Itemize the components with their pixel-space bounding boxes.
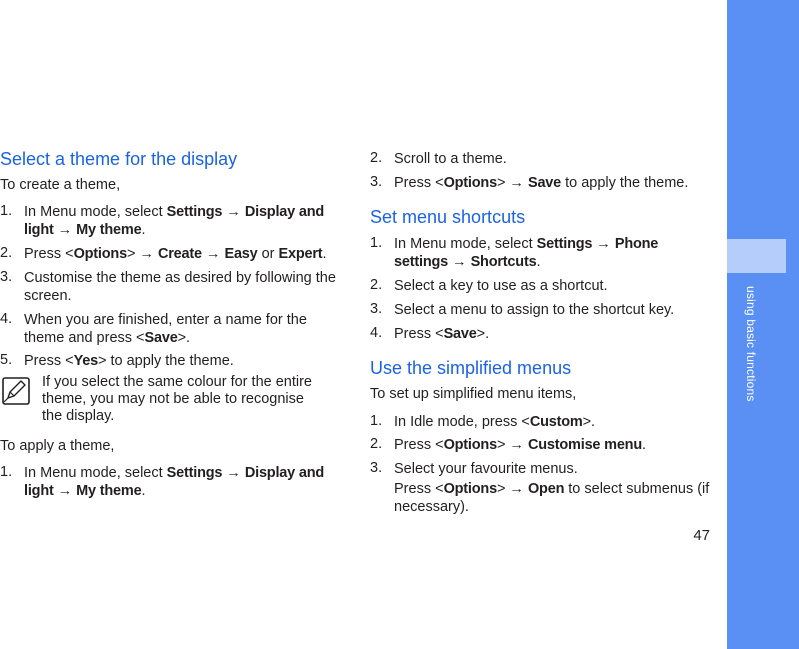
step-number: 3. — [370, 301, 383, 317]
pencil-note-icon — [2, 377, 30, 405]
step-text: Scroll to a theme. — [394, 151, 507, 167]
step-text: Press <Save>. — [394, 326, 490, 342]
step-number: 2. — [370, 436, 383, 452]
step-text: Select your favourite menus. — [394, 461, 578, 477]
step-text: Select a menu to assign to the shortcut key. — [394, 302, 675, 318]
side-tab — [727, 239, 786, 273]
step-number: 1. — [0, 464, 13, 480]
side-label: using basic functions — [744, 286, 758, 402]
step-number: 3. — [370, 460, 383, 476]
intro-simplified: To set up simplified menu items, — [370, 386, 577, 402]
section-title-theme: Select a theme for the display — [0, 149, 238, 169]
step-number: 5. — [0, 352, 13, 368]
step-number: 3. — [370, 174, 383, 190]
step-number: 2. — [370, 150, 383, 166]
step-number: 1. — [0, 203, 13, 219]
step-subtext: Press <Options> → Open to select submenus (if necessary). — [394, 481, 710, 515]
side-band — [727, 0, 799, 649]
step-number: 2. — [0, 245, 13, 261]
step-number: 4. — [370, 325, 383, 341]
step-text: Customise the theme as desired by following the screen. — [24, 270, 336, 304]
step-number: 2. — [370, 277, 383, 293]
step-text: In Menu mode, select Settings → Phone settings → Shortcuts. — [394, 236, 659, 270]
step-text: Press <Options> → Customise menu. — [394, 437, 647, 453]
step-text: Press <Options> → Save to apply the theme. — [394, 175, 689, 191]
step-text: In Idle mode, press <Custom>. — [394, 414, 596, 430]
step-number: 4. — [0, 311, 13, 327]
page-number: 47 — [693, 527, 710, 544]
step-text: Press <Options> → Create → Easy or Expert. — [24, 246, 327, 262]
section-title-shortcuts: Set menu shortcuts — [370, 207, 526, 227]
step-text: Press <Yes> to apply the theme. — [24, 353, 234, 369]
step-number: 1. — [370, 413, 383, 429]
step-text: In Menu mode, select Settings → Display and light → My theme. — [24, 465, 325, 499]
step-text: When you are finished, enter a name for the theme and press <Save>. — [24, 312, 307, 346]
note-text: If you select the same colour for the entire theme, you may not be able to recognise the display. — [42, 374, 312, 424]
intro-apply-theme: To apply a theme, — [0, 438, 115, 454]
step-text: Select a key to use as a shortcut. — [394, 278, 608, 294]
step-number: 1. — [370, 235, 383, 251]
intro-create-theme: To create a theme, — [0, 177, 121, 193]
step-text: In Menu mode, select Settings → Display and light → My theme. — [24, 204, 325, 238]
section-title-simplified: Use the simplified menus — [370, 358, 572, 378]
step-number: 3. — [0, 269, 13, 285]
